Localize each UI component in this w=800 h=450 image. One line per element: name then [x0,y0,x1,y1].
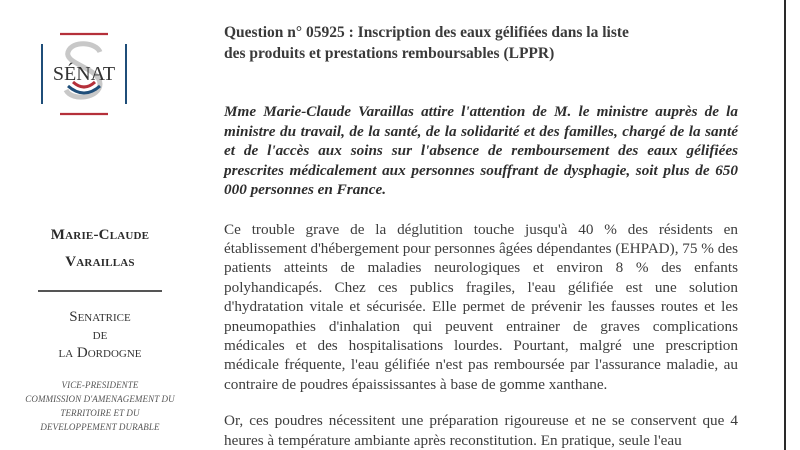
logo-text: SÉNAT [52,63,116,85]
question-summary: Mme Marie-Claude Varaillas attire l'attention de M. le ministre auprès de la ministre du travail, de la santé, de la solidarité et des familles, chargé de la santé et de l'accès aux soins sur l'absence de remboursement des eaux gélifiées prescrites médicalement aux personnes souffrant de dysphagie, soit plus de 650 000 personnes en France. [224,103,738,198]
function-line: COMMISSION D'AMENAGEMENT DU [25,394,175,404]
function-line: TERRITOIRE ET DU [60,408,140,418]
senator-title-de: de [92,327,108,343]
function-line: VICE-PRESIDENTE [61,380,139,390]
senator-department: la Dordogne [58,345,142,361]
body-paragraph-1: Ce trouble grave de la déglutition touche jusqu'à 40 % des résidents en établissement d'hébergement pour personnes âgées dépendantes (EHPAD), 75 % des patients atteints de maladies neurologiques et environ 8 % des enfants polyhandicapés. Chez ces publics fragiles, l'eau gélifiée est une solution d'hydratation vitale et sécurisée. Elle permet de prévenir les fausses routes et les pneumopathies d'inhalation qui peuvent entrainer de graves complications médicales et des hospitalisations lourdes. Pourtant, malgré une prescription médicale fréquente, l'eau gélifiée n'est pas remboursée par l'assurance maladie, au contraire de poudres épaississantes à base de gomme xanthane. [224,220,738,393]
page-edge [784,0,800,450]
function-line: DEVELOPPEMENT DURABLE [40,422,160,432]
question-document [224,22,738,450]
senator-functions [0,378,200,434]
question-title: Question n° 05925 : Inscription des eaux gélifiées dans la liste des produits et prestations remboursables (LPPR) [224,24,629,62]
sidebar-divider [38,290,162,292]
senator-name-last: Varaillas [65,254,135,270]
body-paragraph-2: Or, ces poudres nécessitent une préparation rigoureuse et ne se conservent que 4 heures à température ambiante après reconstitution. En pratique, seule l'eau [224,412,738,449]
senator-name-first: Marie-Claude [50,227,150,243]
senat-logo [38,28,130,120]
senator-title: Senatrice [69,309,131,325]
senator-sidebar [0,222,200,434]
senat-logo-graphic [38,28,130,120]
